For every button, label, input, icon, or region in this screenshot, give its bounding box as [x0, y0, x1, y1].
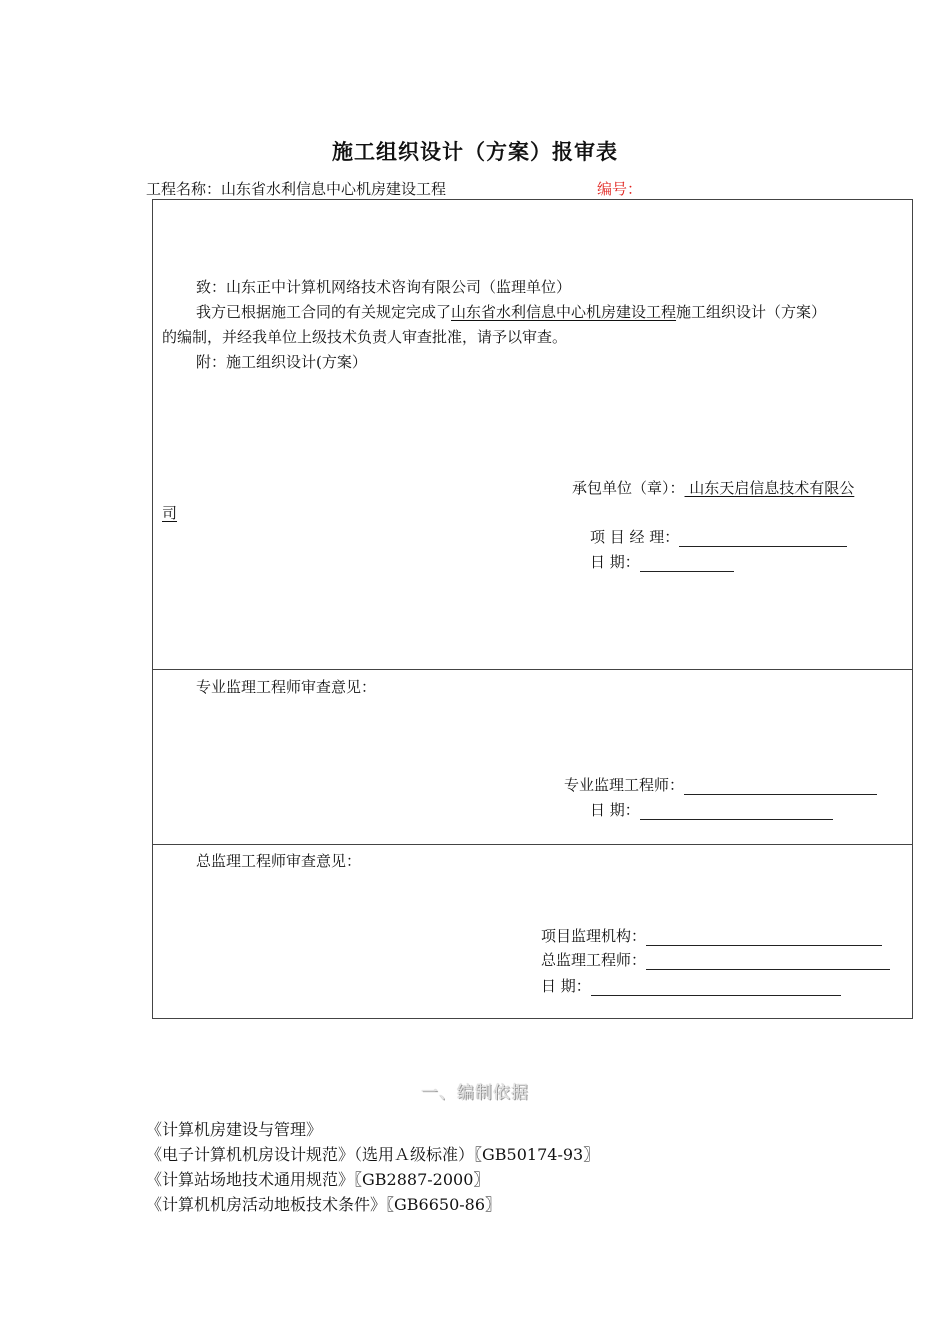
date-line-1	[590, 551, 734, 572]
row-divider-1	[152, 669, 913, 670]
reference-item: 《计算机机房活动地板技术条件》〖GB6650-86〗	[146, 1195, 502, 1214]
engineer-label: 专业监理工程师：	[564, 776, 685, 794]
project-manager-label: 项 目 经 理：	[590, 528, 680, 546]
date-line-3	[541, 975, 841, 996]
engineer-blank	[684, 779, 877, 795]
chief-engineer-label: 总监理工程师：	[541, 951, 647, 969]
date-label-1: 日 期：	[590, 553, 640, 571]
approval-form-table	[152, 199, 913, 1019]
chief-engineer-blank	[646, 954, 890, 970]
number-label: 编号：	[597, 180, 643, 198]
statement-prefix: 我方已根据施工合同的有关规定完成了	[196, 303, 452, 321]
submission-statement	[196, 301, 826, 322]
date-label-2: 日 期：	[590, 801, 640, 819]
attachment-line: 附：施工组织设计(方案）	[196, 353, 367, 371]
engineer-opinion-label: 专业监理工程师审查意见：	[196, 678, 377, 696]
statement-project: 山东省水利信息中心机房建设工程	[451, 303, 677, 321]
supervision-org-blank	[646, 930, 882, 946]
chief-opinion-label: 总监理工程师审查意见：	[196, 852, 362, 870]
date-blank-3	[591, 980, 841, 996]
supervision-org-label: 项目监理机构：	[541, 927, 647, 945]
date-blank-1	[640, 556, 734, 572]
row-divider-2	[152, 844, 913, 845]
project-name: 工程名称：山东省水利信息中心机房建设工程	[146, 180, 447, 198]
contractor-value-wrap: 司	[162, 504, 178, 522]
reference-item: 《电子计算机机房设计规范》（选用Ａ级标准）〖GB50174-93〗	[146, 1145, 600, 1164]
chief-engineer-line	[541, 949, 890, 970]
date-blank-2	[640, 804, 833, 820]
reference-item: 《计算机房建设与管理》	[146, 1120, 323, 1139]
statement-line-2: 的编制，并经我单位上级技术负责人审查批准，请予以审查。	[162, 328, 568, 346]
supervision-org-line	[541, 925, 882, 946]
date-label-3: 日 期：	[541, 977, 591, 995]
project-manager-blank	[679, 531, 847, 547]
basis-heading: 一、编制依据	[421, 1083, 529, 1103]
project-manager-line	[590, 526, 847, 547]
reference-item: 《计算站场地技术通用规范》〖GB2887-2000〗	[146, 1170, 490, 1189]
form-title: 施工组织设计（方案）报审表	[332, 139, 618, 164]
engineer-line	[564, 774, 877, 795]
contractor-line	[572, 477, 854, 498]
addressee-line: 致：山东正中计算机网络技术咨询有限公司（监理单位）	[196, 278, 572, 296]
date-line-2	[590, 799, 833, 820]
contractor-value: 山东天启信息技术有限公	[684, 479, 855, 497]
statement-suffix: 施工组织设计（方案）	[676, 303, 827, 321]
contractor-label: 承包单位（章）：	[572, 479, 685, 497]
